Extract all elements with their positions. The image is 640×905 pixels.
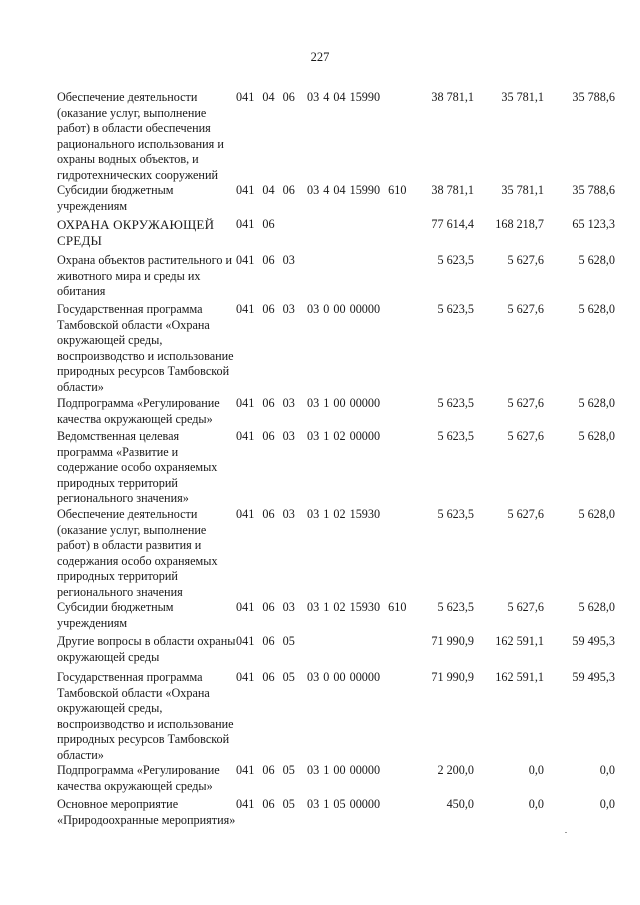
row-value-1: 71 990,9 (431, 634, 474, 648)
row-code: 041 06 03 (236, 253, 295, 267)
row-code: 041 06 (236, 217, 275, 231)
row-code: 041 06 03 03 1 00 00000 (236, 396, 381, 410)
row-value-1: 71 990,9 (431, 670, 474, 684)
row-name: Субсидии бюджетным учреждениям (57, 183, 174, 213)
row-name: Государственная программа Тамбовской области «Охрана окружающей среды, воспроизводство и использование природных ресурсов Тамбовской области» (57, 302, 234, 394)
row-value-3: 35 788,6 (572, 183, 615, 197)
row-value-3: 0,0 (599, 763, 615, 777)
row-value-1: 5 623,5 (437, 507, 474, 521)
row-code: 041 04 06 03 4 04 15990 (236, 90, 381, 104)
row-code: 041 06 05 03 0 00 00000 (236, 670, 381, 684)
row-name: Государственная программа Тамбовской области «Охрана окружающей среды, воспроизводство и использование природных ресурсов Тамбовской области» (57, 670, 234, 762)
row-value-2: 5 627,6 (507, 429, 544, 443)
row-name: Обеспечение деятельности (оказание услуг, выполнение работ) в области развития и содержания особо охраняемых природных территорий регионального значения (57, 507, 218, 599)
row-value-3: 5 628,0 (578, 253, 615, 267)
row-value-2: 168 218,7 (495, 217, 544, 231)
row-value-2: 35 781,1 (501, 90, 544, 104)
row-value-3: 59 495,3 (572, 670, 615, 684)
row-value-2: 162 591,1 (495, 634, 544, 648)
row-value-2: 5 627,6 (507, 600, 544, 614)
row-name: Ведомственная целевая программа «Развитие и содержание особо охраняемых природных территорий регионального значения» (57, 429, 218, 506)
row-code: 041 06 03 03 1 02 15930 610 (236, 600, 407, 614)
row-value-1: 38 781,1 (431, 183, 474, 197)
row-code: 041 06 03 03 1 02 00000 (236, 429, 381, 443)
row-value-3: 5 628,0 (578, 302, 615, 316)
page-number: 227 (310, 50, 330, 64)
row-value-3: 35 788,6 (572, 90, 615, 104)
row-name: Охрана объектов растительного и животного мира и среды их обитания (57, 253, 233, 299)
row-value-1: 5 623,5 (437, 429, 474, 443)
row-name: Обеспечение деятельности (оказание услуг, выполнение работ) в области обеспечения рационального использования и охраны водных объектов, и гидротехнических сооружений (57, 90, 224, 182)
row-value-2: 5 627,6 (507, 302, 544, 316)
row-name: Основное мероприятие «Природоохранные мероприятия» (57, 797, 236, 827)
row-value-2: 5 627,6 (507, 396, 544, 410)
row-value-2: 162 591,1 (495, 670, 544, 684)
row-value-3: 59 495,3 (572, 634, 615, 648)
row-value-2: 0,0 (528, 763, 544, 777)
row-name: ОХРАНА ОКРУЖАЮЩЕЙ СРЕДЫ (57, 217, 215, 248)
row-value-3: 65 123,3 (572, 217, 615, 231)
row-value-2: 5 627,6 (507, 253, 544, 267)
row-value-1: 2 200,0 (437, 763, 474, 777)
row-code: 041 06 03 03 0 00 00000 (236, 302, 381, 316)
row-code: 041 06 05 03 1 00 00000 (236, 763, 381, 777)
row-name: Субсидии бюджетным учреждениям (57, 600, 174, 630)
row-name: Подпрограмма «Регулирование качества окружающей среды» (57, 763, 220, 793)
row-value-2: 0,0 (528, 797, 544, 811)
row-value-3: 0,0 (599, 797, 615, 811)
row-value-3: 5 628,0 (578, 507, 615, 521)
row-value-1: 450,0 (446, 797, 474, 811)
row-value-3: 5 628,0 (578, 429, 615, 443)
row-value-2: 5 627,6 (507, 507, 544, 521)
row-value-1: 77 614,4 (431, 217, 474, 231)
row-value-1: 38 781,1 (431, 90, 474, 104)
scan-speck (565, 832, 567, 833)
row-value-1: 5 623,5 (437, 396, 474, 410)
row-value-3: 5 628,0 (578, 396, 615, 410)
row-code: 041 06 03 03 1 02 15930 (236, 507, 381, 521)
row-value-2: 35 781,1 (501, 183, 544, 197)
row-code: 041 06 05 03 1 05 00000 (236, 797, 381, 811)
row-value-1: 5 623,5 (437, 302, 474, 316)
row-code: 041 04 06 03 4 04 15990 610 (236, 183, 407, 197)
row-name: Подпрограмма «Регулирование качества окружающей среды» (57, 396, 220, 426)
row-value-3: 5 628,0 (578, 600, 615, 614)
row-value-1: 5 623,5 (437, 600, 474, 614)
row-value-1: 5 623,5 (437, 253, 474, 267)
row-name: Другие вопросы в области охраны окружающей среды (57, 634, 236, 664)
row-code: 041 06 05 (236, 634, 295, 648)
